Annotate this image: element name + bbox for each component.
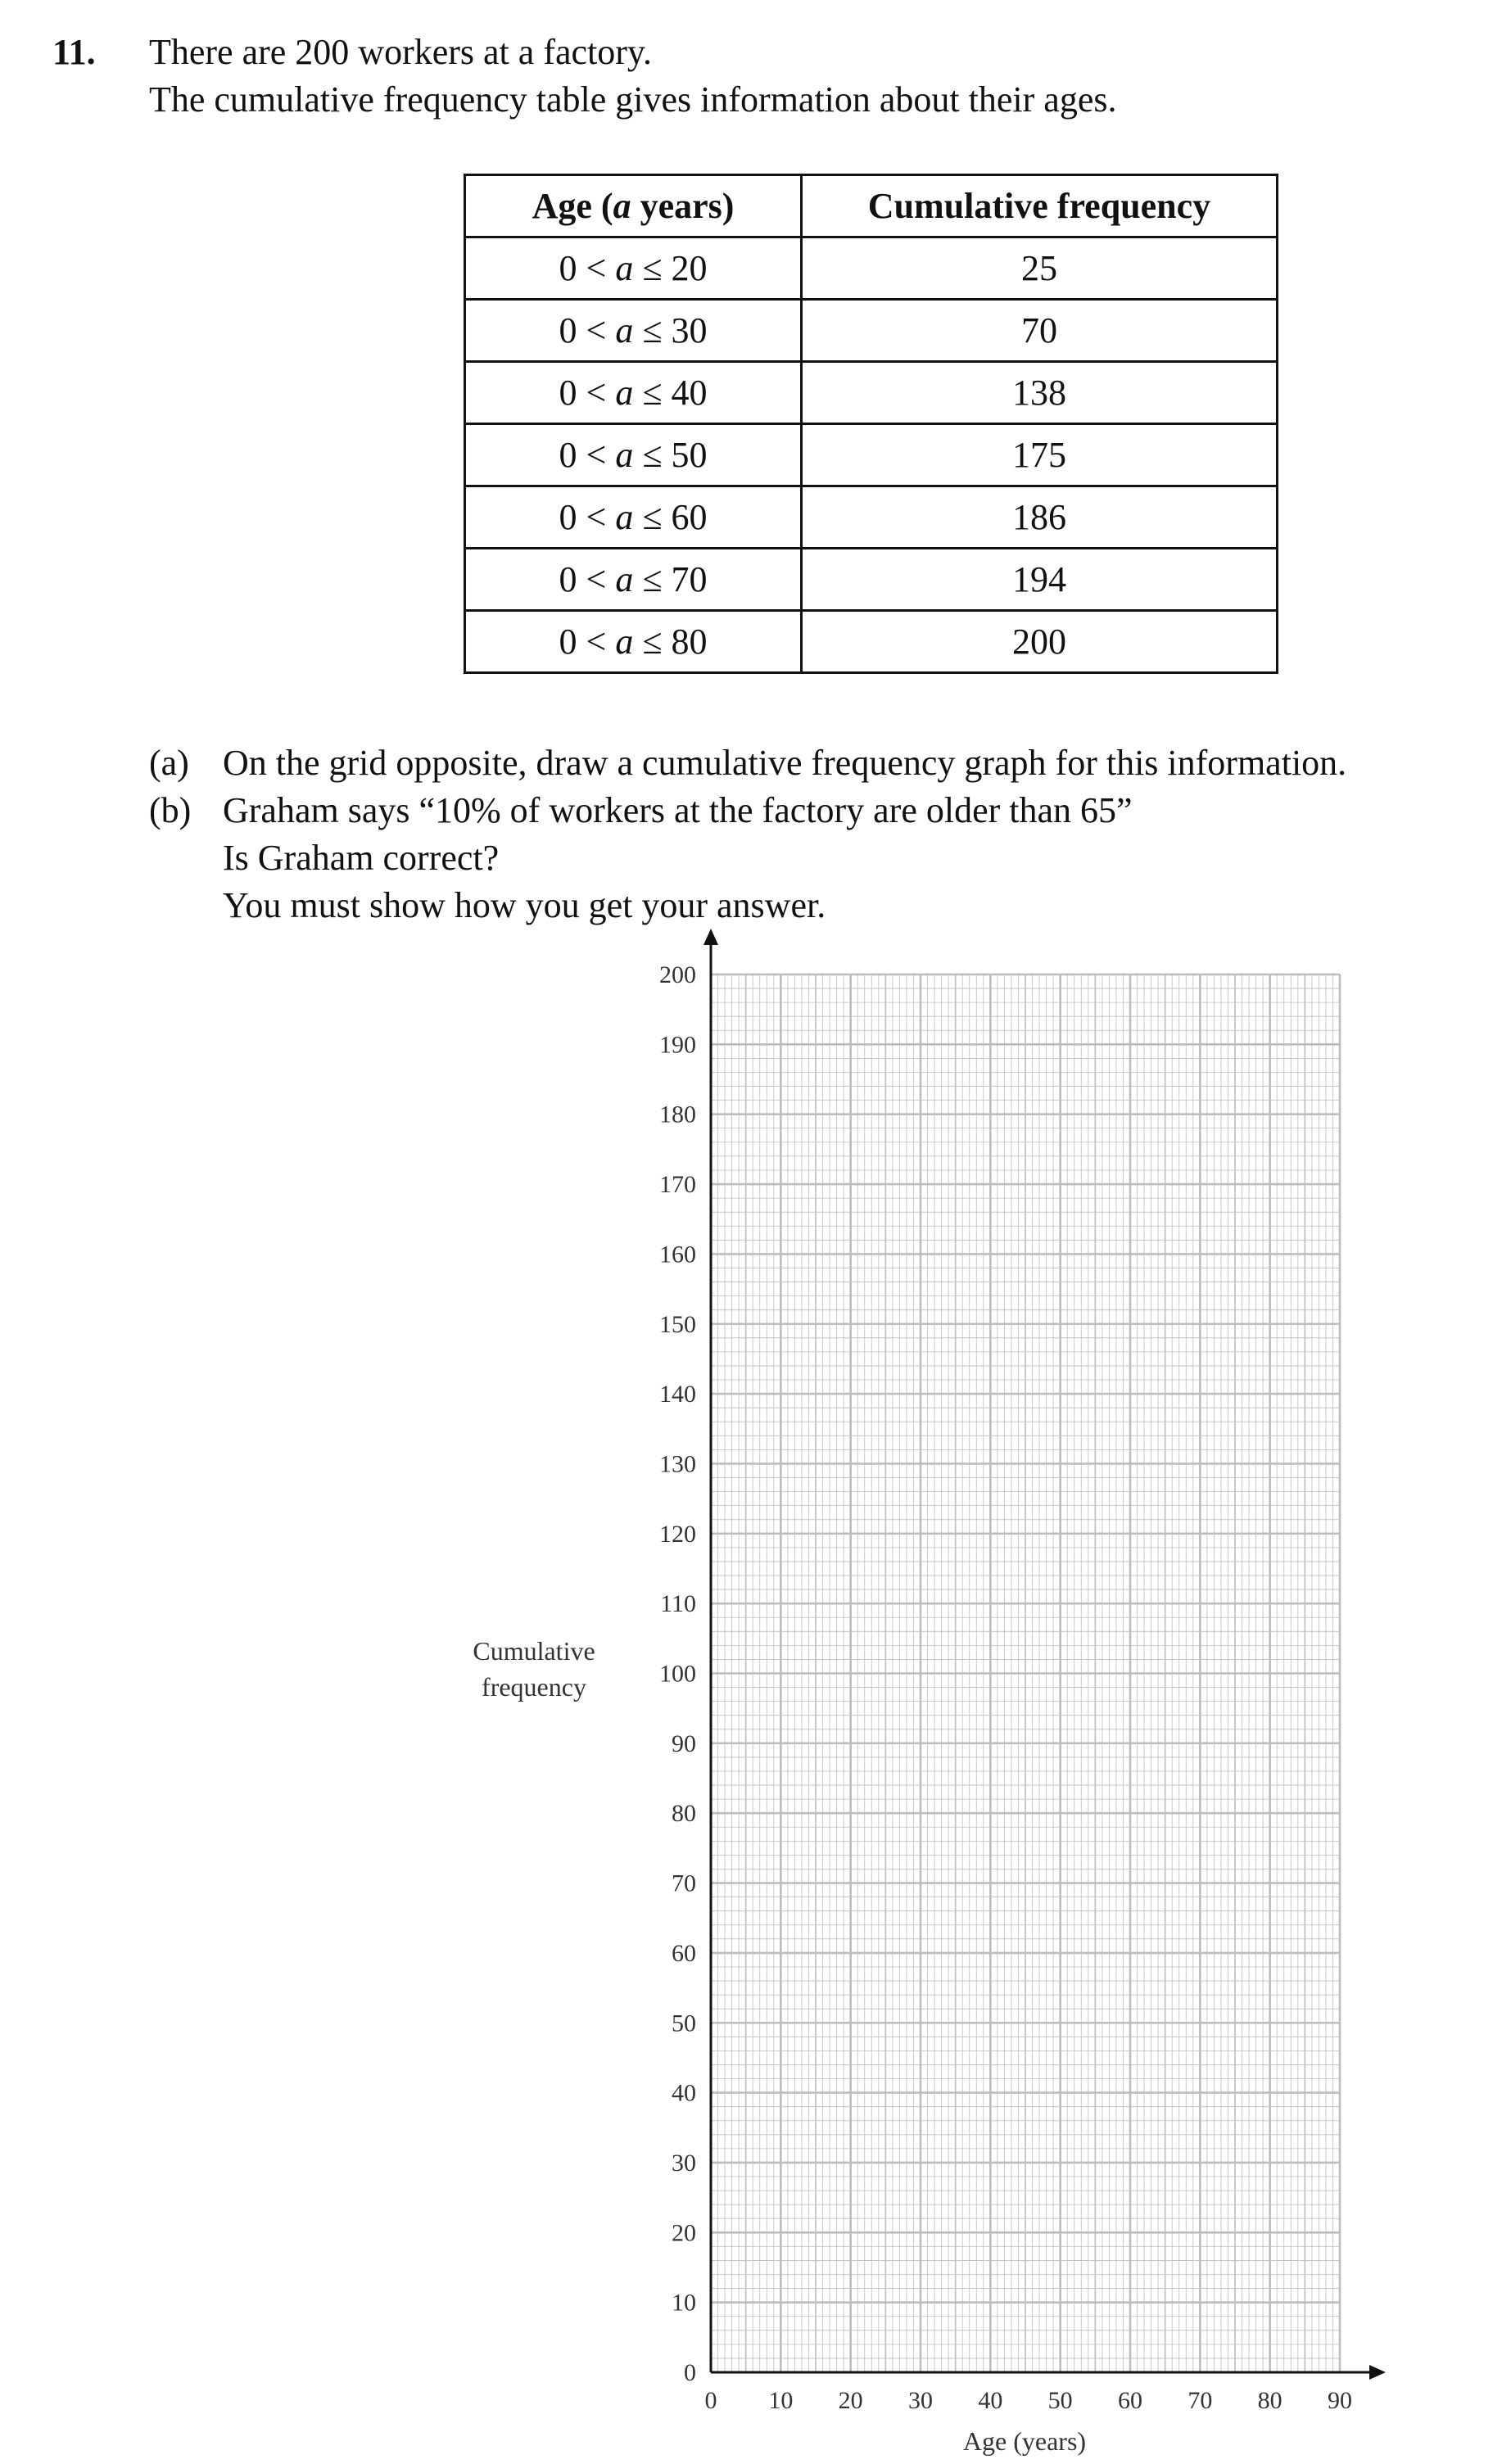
question-intro-line: There are 200 workers at a factory.: [149, 32, 653, 72]
cf-value-cell: 70: [802, 300, 1278, 362]
grid-lines: [711, 974, 1340, 2372]
y-tick-label: 130: [659, 1450, 696, 1478]
part-a-text: On the grid opposite, draw a cumulative frequency graph for this information.: [223, 743, 1347, 783]
y-tick-label: 150: [659, 1310, 696, 1338]
y-tick-label: 100: [659, 1660, 696, 1688]
age-interval-cell: 0 < a ≤ 30: [465, 300, 802, 362]
y-tick-label: 80: [672, 1800, 696, 1828]
cf-value-cell: 175: [802, 424, 1278, 486]
y-tick-labels: [659, 961, 696, 2386]
cf-value-cell: 186: [802, 486, 1278, 549]
age-interval-cell: 0 < a ≤ 70: [465, 549, 802, 611]
y-tick-label: 140: [659, 1381, 696, 1408]
age-interval-cell: 0 < a ≤ 50: [465, 424, 802, 486]
question-number: 11.: [52, 32, 96, 72]
x-tick-label: 90: [1328, 2387, 1352, 2414]
x-tick-label: 0: [704, 2387, 717, 2414]
y-tick-label: 110: [660, 1590, 696, 1618]
age-column-header: Age (a years): [465, 175, 802, 237]
y-axis-arrowhead: [703, 929, 718, 945]
age-interval-cell: 0 < a ≤ 20: [465, 237, 802, 300]
x-tick-label: 60: [1118, 2387, 1142, 2414]
age-interval-cell: 0 < a ≤ 60: [465, 486, 802, 549]
y-tick-label: 40: [672, 2079, 696, 2107]
y-tick-label: 160: [659, 1241, 696, 1268]
part-b-text: You must show how you get your answer.: [223, 885, 826, 925]
cf-value-cell: 200: [802, 611, 1278, 673]
y-tick-label: 200: [659, 961, 696, 988]
y-tick-label: 180: [659, 1101, 696, 1128]
x-tick-label: 10: [768, 2387, 794, 2414]
x-tick-label: 40: [978, 2387, 1003, 2414]
cf-value-cell: 25: [802, 237, 1278, 300]
y-tick-label: 20: [672, 2219, 696, 2247]
y-axis-title: Cumulative: [473, 1636, 595, 1666]
x-tick-label: 50: [1047, 2387, 1073, 2414]
x-axis-arrowhead: [1369, 2365, 1386, 2380]
x-tick-labels: [705, 2387, 1353, 2414]
x-tick-label: 80: [1257, 2387, 1283, 2414]
y-tick-label: 90: [672, 1729, 696, 1757]
y-tick-label: 10: [672, 2289, 696, 2317]
part-b-label: (b): [149, 790, 192, 830]
x-tick-label: 70: [1188, 2387, 1213, 2414]
cf-column-header: Cumulative frequency: [802, 175, 1278, 237]
y-tick-label: 60: [672, 1939, 696, 1967]
y-axis-title: frequency: [482, 1672, 586, 1702]
x-tick-label: 30: [908, 2387, 933, 2414]
part-b-text: Graham says “10% of workers at the factory are older than 65”: [223, 790, 1133, 830]
part-b-text: Is Graham correct?: [223, 838, 500, 878]
y-tick-label: 0: [684, 2359, 696, 2386]
age-interval-cell: 0 < a ≤ 80: [465, 611, 802, 673]
question-intro-line: The cumulative frequency table gives information about their ages.: [149, 79, 1117, 120]
cf-value-cell: 138: [802, 362, 1278, 424]
cf-value-cell: 194: [802, 549, 1278, 611]
x-axis-title: Age (years): [962, 2426, 1087, 2456]
y-tick-label: 30: [672, 2149, 696, 2177]
age-interval-cell: 0 < a ≤ 40: [465, 362, 802, 424]
y-tick-label: 170: [659, 1171, 696, 1199]
y-tick-label: 190: [659, 1031, 696, 1059]
part-a-label: (a): [149, 743, 189, 783]
x-tick-label: 20: [838, 2387, 863, 2414]
y-tick-label: 50: [672, 2010, 696, 2037]
y-tick-label: 70: [672, 1869, 696, 1897]
y-tick-label: 120: [659, 1520, 696, 1548]
